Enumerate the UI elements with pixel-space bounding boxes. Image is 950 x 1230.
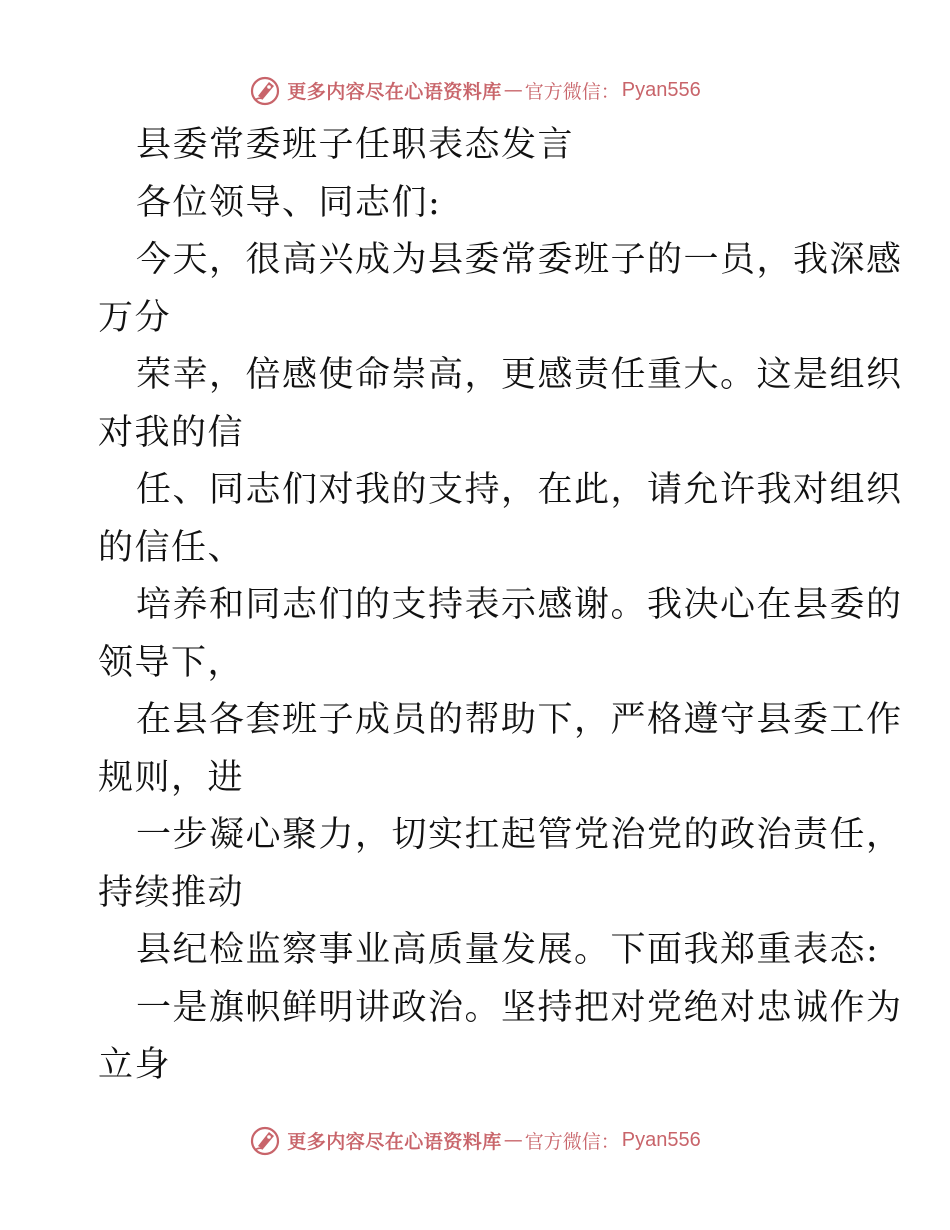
pen-nib-logo-icon [249,74,281,106]
text-line: 一步凝心聚力，切实扛起管党治党的政治责任， [136,815,903,855]
footer-banner [0,1120,950,1160]
text-line: 万分 [98,297,172,338]
header-banner [0,70,950,110]
text-line: 今天，很高兴成为县委常委班子的一员，我深感 [136,240,903,280]
text-line: 县委常委班子任职表态发言 [136,125,575,165]
text-line: 领导下， [98,642,245,683]
text-line: 对我的信 [98,412,245,453]
banner-wechat-id: Pyan556 [621,1128,701,1151]
document-body [98,117,903,1095]
text-line: 立身 [98,1045,172,1085]
banner-wechat-label: 官方微信： [524,80,620,103]
banner-slogan: 更多内容尽在心语资料库 [287,80,502,103]
text-line: 荣幸，倍感使命崇高，更感责任重大。这是组织 [136,355,903,395]
banner-dash: — [503,1129,523,1151]
banner-wechat-label: 官方微信： [524,1130,620,1153]
text-line: 在县各套班子成员的帮助下，严格遵守县委工作 [136,700,903,740]
text-line: 的信任、 [98,527,245,568]
text-line: 县纪检监察事业高质量发展。下面我郑重表态: [136,930,880,970]
text-line: 规则，进 [98,757,245,798]
banner-slogan: 更多内容尽在心语资料库 [287,1130,502,1153]
text-line: 任、同志们对我的支持，在此，请允许我对组织 [136,470,903,510]
text-line: 各位领导、同志们: [136,182,442,223]
banner-dash: — [503,79,523,101]
text-line: 一是旗帜鲜明讲政治。坚持把对党绝对忠诚作为 [136,987,903,1028]
text-line: 持续推动 [98,872,245,913]
text-line: 培养和同志们的支持表示感谢。我决心在县委的 [136,585,903,625]
banner-wechat-id: Pyan556 [621,78,701,101]
pen-nib-logo-icon [249,1124,281,1156]
